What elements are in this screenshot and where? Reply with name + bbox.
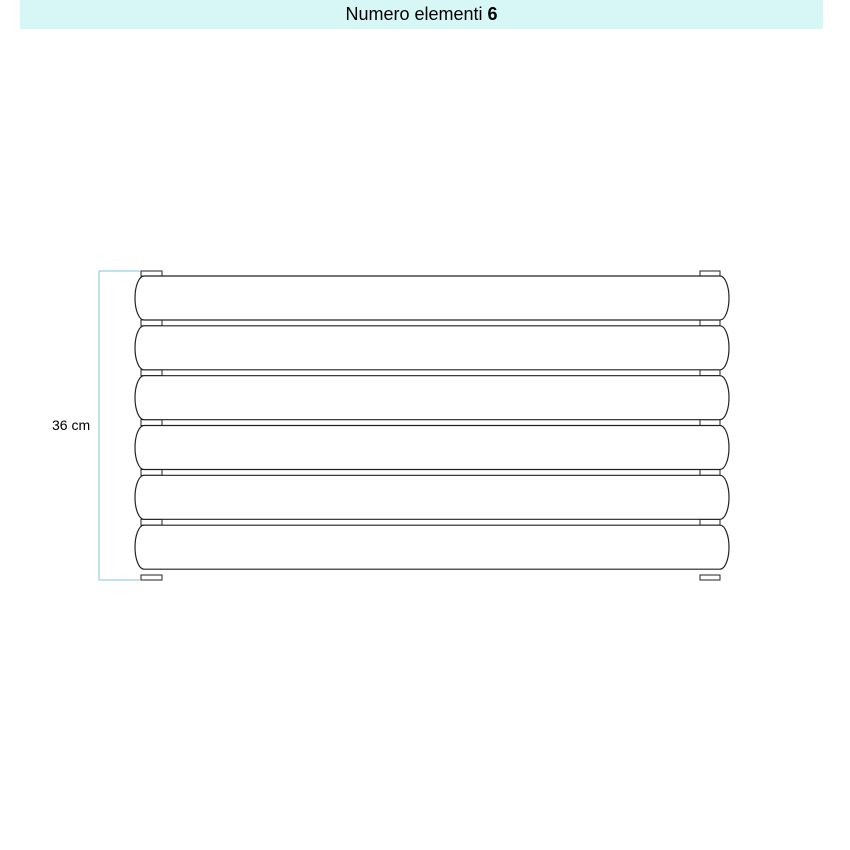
height-dimension-label: 36 cm (52, 417, 91, 433)
right-collector-top-cap (700, 271, 720, 276)
right-collector-connector (700, 420, 720, 426)
radiator-element (135, 475, 729, 519)
right-collector-connector (700, 519, 720, 525)
left-collector-connector (141, 420, 162, 426)
right-collector-bottom-cap (700, 575, 720, 580)
radiator-element (135, 326, 729, 370)
height-dimension-line (99, 271, 140, 580)
left-collector-connector (141, 370, 162, 376)
radiator (135, 271, 729, 580)
left-collector-bottom-cap (141, 575, 162, 580)
right-collector-connector (700, 320, 720, 326)
radiator-element (135, 276, 729, 320)
radiator-element (135, 376, 729, 420)
right-collector-connector (700, 470, 720, 476)
left-collector-top-cap (141, 271, 162, 276)
header-label: Numero elementi (345, 4, 483, 24)
radiator-element (135, 525, 729, 569)
element-count: 6 (487, 4, 498, 24)
left-collector-connector (141, 470, 162, 476)
right-collector-connector (700, 370, 720, 376)
left-collector-connector (141, 320, 162, 326)
radiator-element (135, 426, 729, 470)
left-collector-connector (141, 519, 162, 525)
